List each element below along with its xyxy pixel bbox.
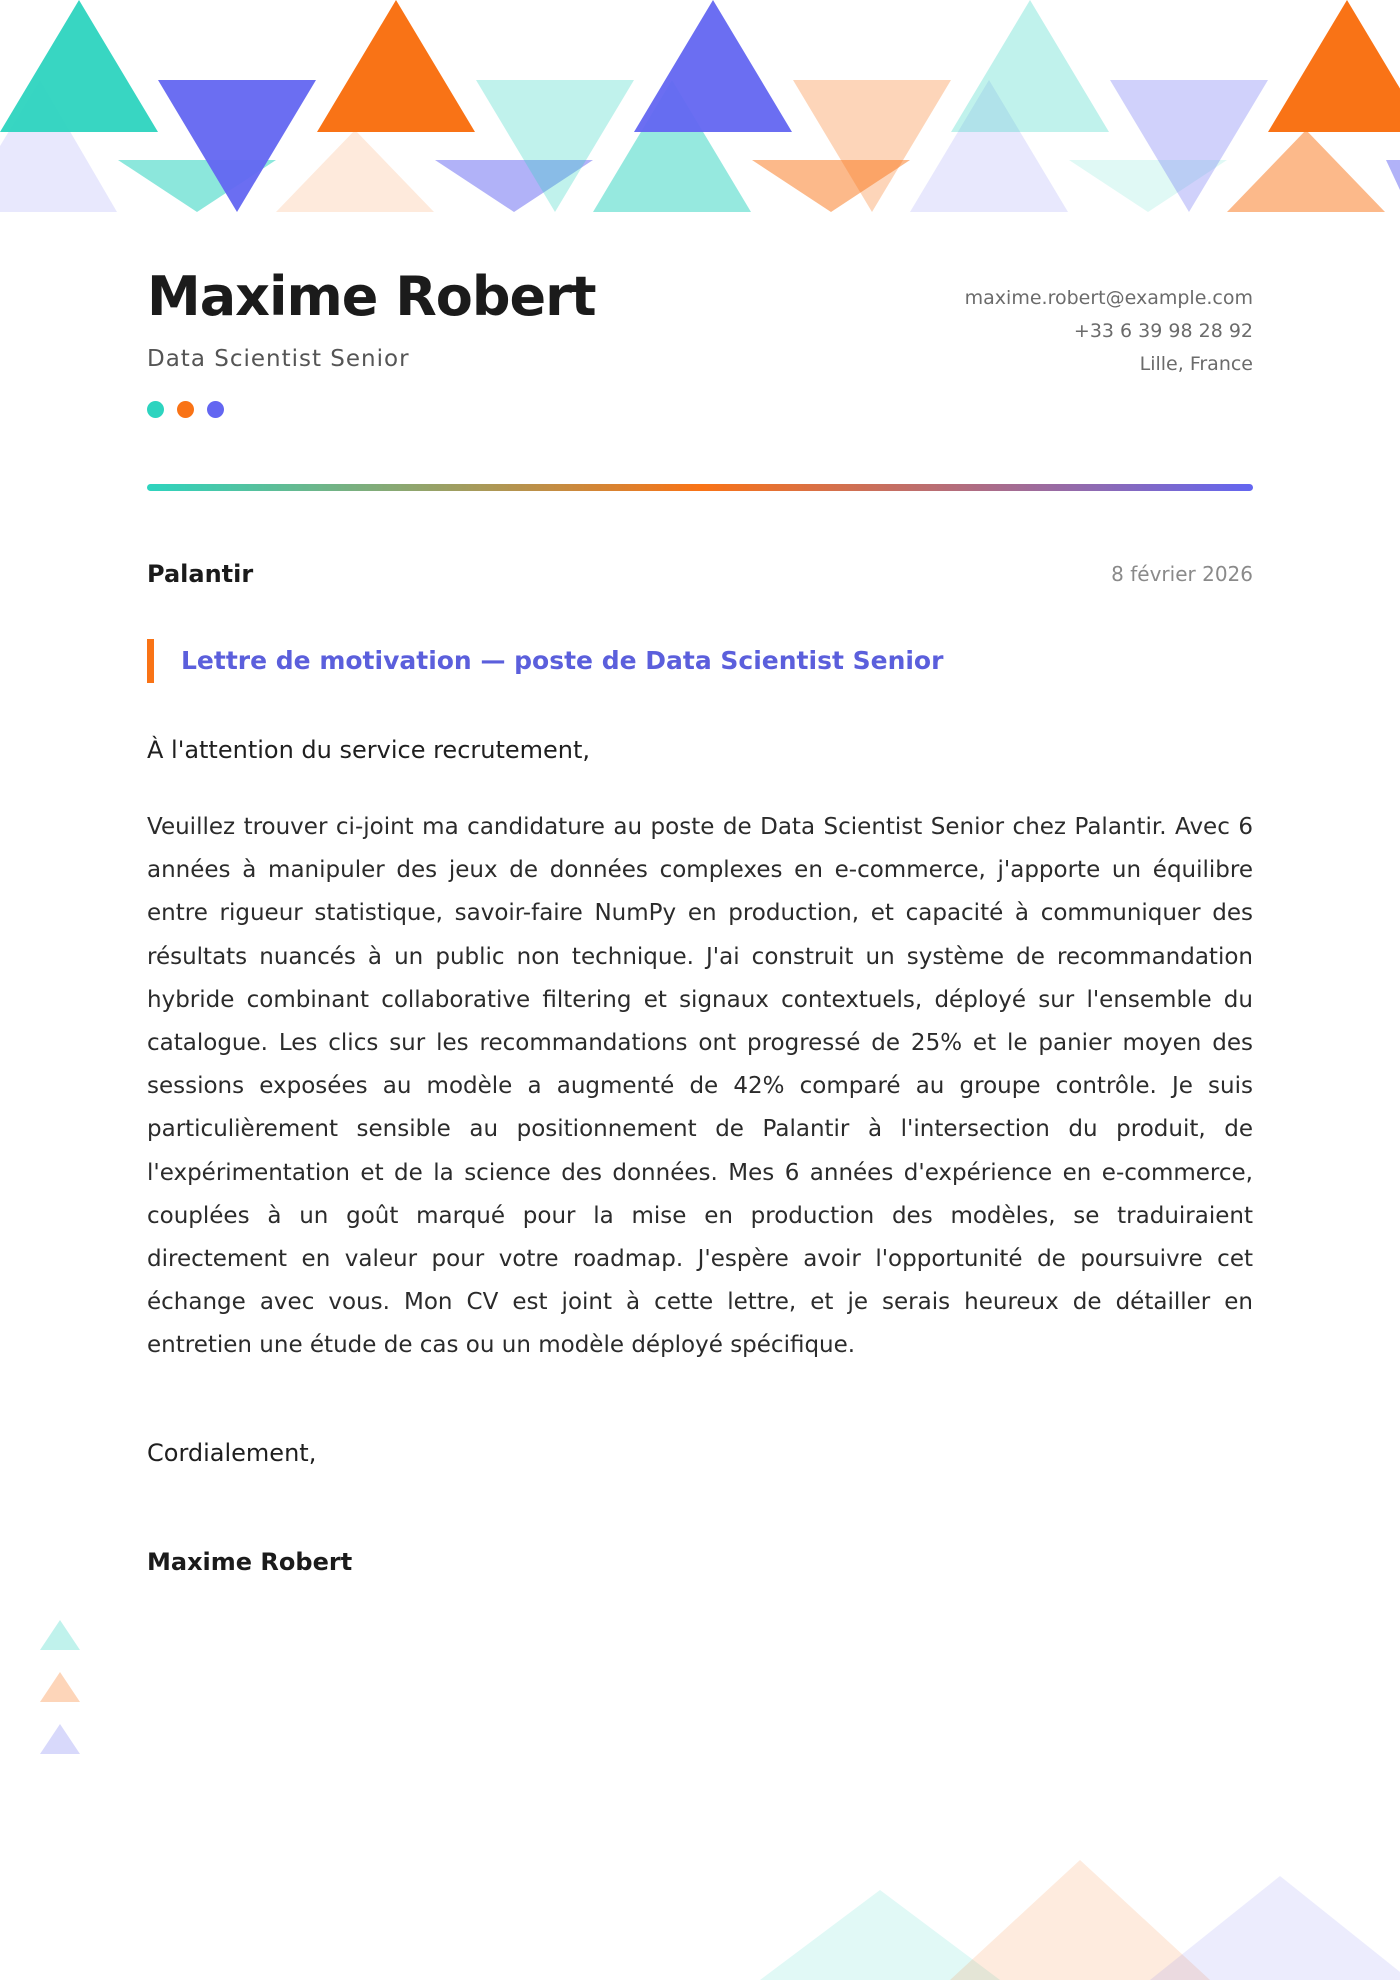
subject-text: Lettre de motivation — poste de Data Scientist Senior	[181, 646, 944, 675]
gradient-divider	[147, 484, 1253, 491]
triangle-decoration	[634, 0, 792, 132]
sender-name: Maxime Robert	[147, 265, 596, 328]
contact-block	[965, 282, 1253, 381]
signature: Maxime Robert	[147, 1548, 353, 1576]
triangle-decoration	[40, 1724, 80, 1754]
triangle-decoration	[40, 1620, 80, 1650]
sender-role: Data Scientist Senior	[147, 346, 410, 372]
side-triangle-column	[40, 1620, 80, 1765]
salutation: À l'attention du service recrutement,	[147, 736, 591, 764]
top-triangle-pattern	[0, 0, 1400, 212]
letter-header	[147, 262, 1253, 412]
subject-accent-bar	[147, 639, 154, 683]
recipient-company: Palantir	[147, 560, 254, 588]
triangle-decoration	[276, 130, 434, 212]
letter-subject	[147, 638, 1253, 684]
triangle-decoration	[40, 1672, 80, 1702]
contact-location: Lille, France	[1139, 353, 1253, 375]
triangle-decoration	[760, 1890, 1000, 1980]
letter-date: 8 février 2026	[1111, 562, 1253, 586]
triangle-decoration	[1227, 130, 1385, 212]
orange-dot	[177, 401, 194, 418]
indigo-dot	[207, 401, 224, 418]
contact-email[interactable]: maxime.robert@example.com	[964, 287, 1253, 309]
triangle-decoration	[317, 0, 475, 132]
triangle-decoration	[950, 1860, 1210, 1980]
accent-dots	[147, 401, 237, 419]
bottom-triangle-pattern	[750, 1860, 1400, 1980]
letter-body: Veuillez trouver ci-joint ma candidature au poste de Data Scientist Senior chez Palantir. Avec 6 années à manipuler des jeux de données complexes en e-commerce, j'apporte un équilibre entre rigueur statistique, savoir-faire NumPy en production, et capacité à communiquer des résultats nuancés à un public non technique. J'ai construit un système de recommandation hybride combinant collaborative filtering et signaux contextuels, déployé sur l'ensemble du catalogue. Les clics sur les recommandations ont progressé de 25% et le panier moyen des sessions exposées au modèle a augmenté de 42% comparé au groupe contrôle. Je suis particulièrement sensible au positionnement de Palantir à l'intersection du produit, de l'expérimentation et de la science des données. Mes 6 années d'expérience en e-commerce, couplées à un goût marqué pour la mise en production des modèles, se traduiraient directement en valeur pour votre roadmap. J'espère avoir l'opportunité de poursuivre cet échange avec vous. Mon CV est joint à cette lettre, et je serais heureux de détailler en entretien une étude de cas ou un modèle déployé spécifique.	[147, 814, 1253, 1359]
closing: Cordialement,	[147, 1439, 317, 1467]
triangle-decoration	[0, 0, 158, 132]
triangle-decoration	[1268, 0, 1400, 132]
teal-dot	[147, 401, 164, 418]
contact-phone[interactable]: +33 6 39 98 28 92	[1073, 320, 1253, 342]
triangle-decoration	[951, 0, 1109, 132]
triangle-decoration	[1150, 1876, 1400, 1980]
triangle-decoration	[1386, 160, 1400, 190]
